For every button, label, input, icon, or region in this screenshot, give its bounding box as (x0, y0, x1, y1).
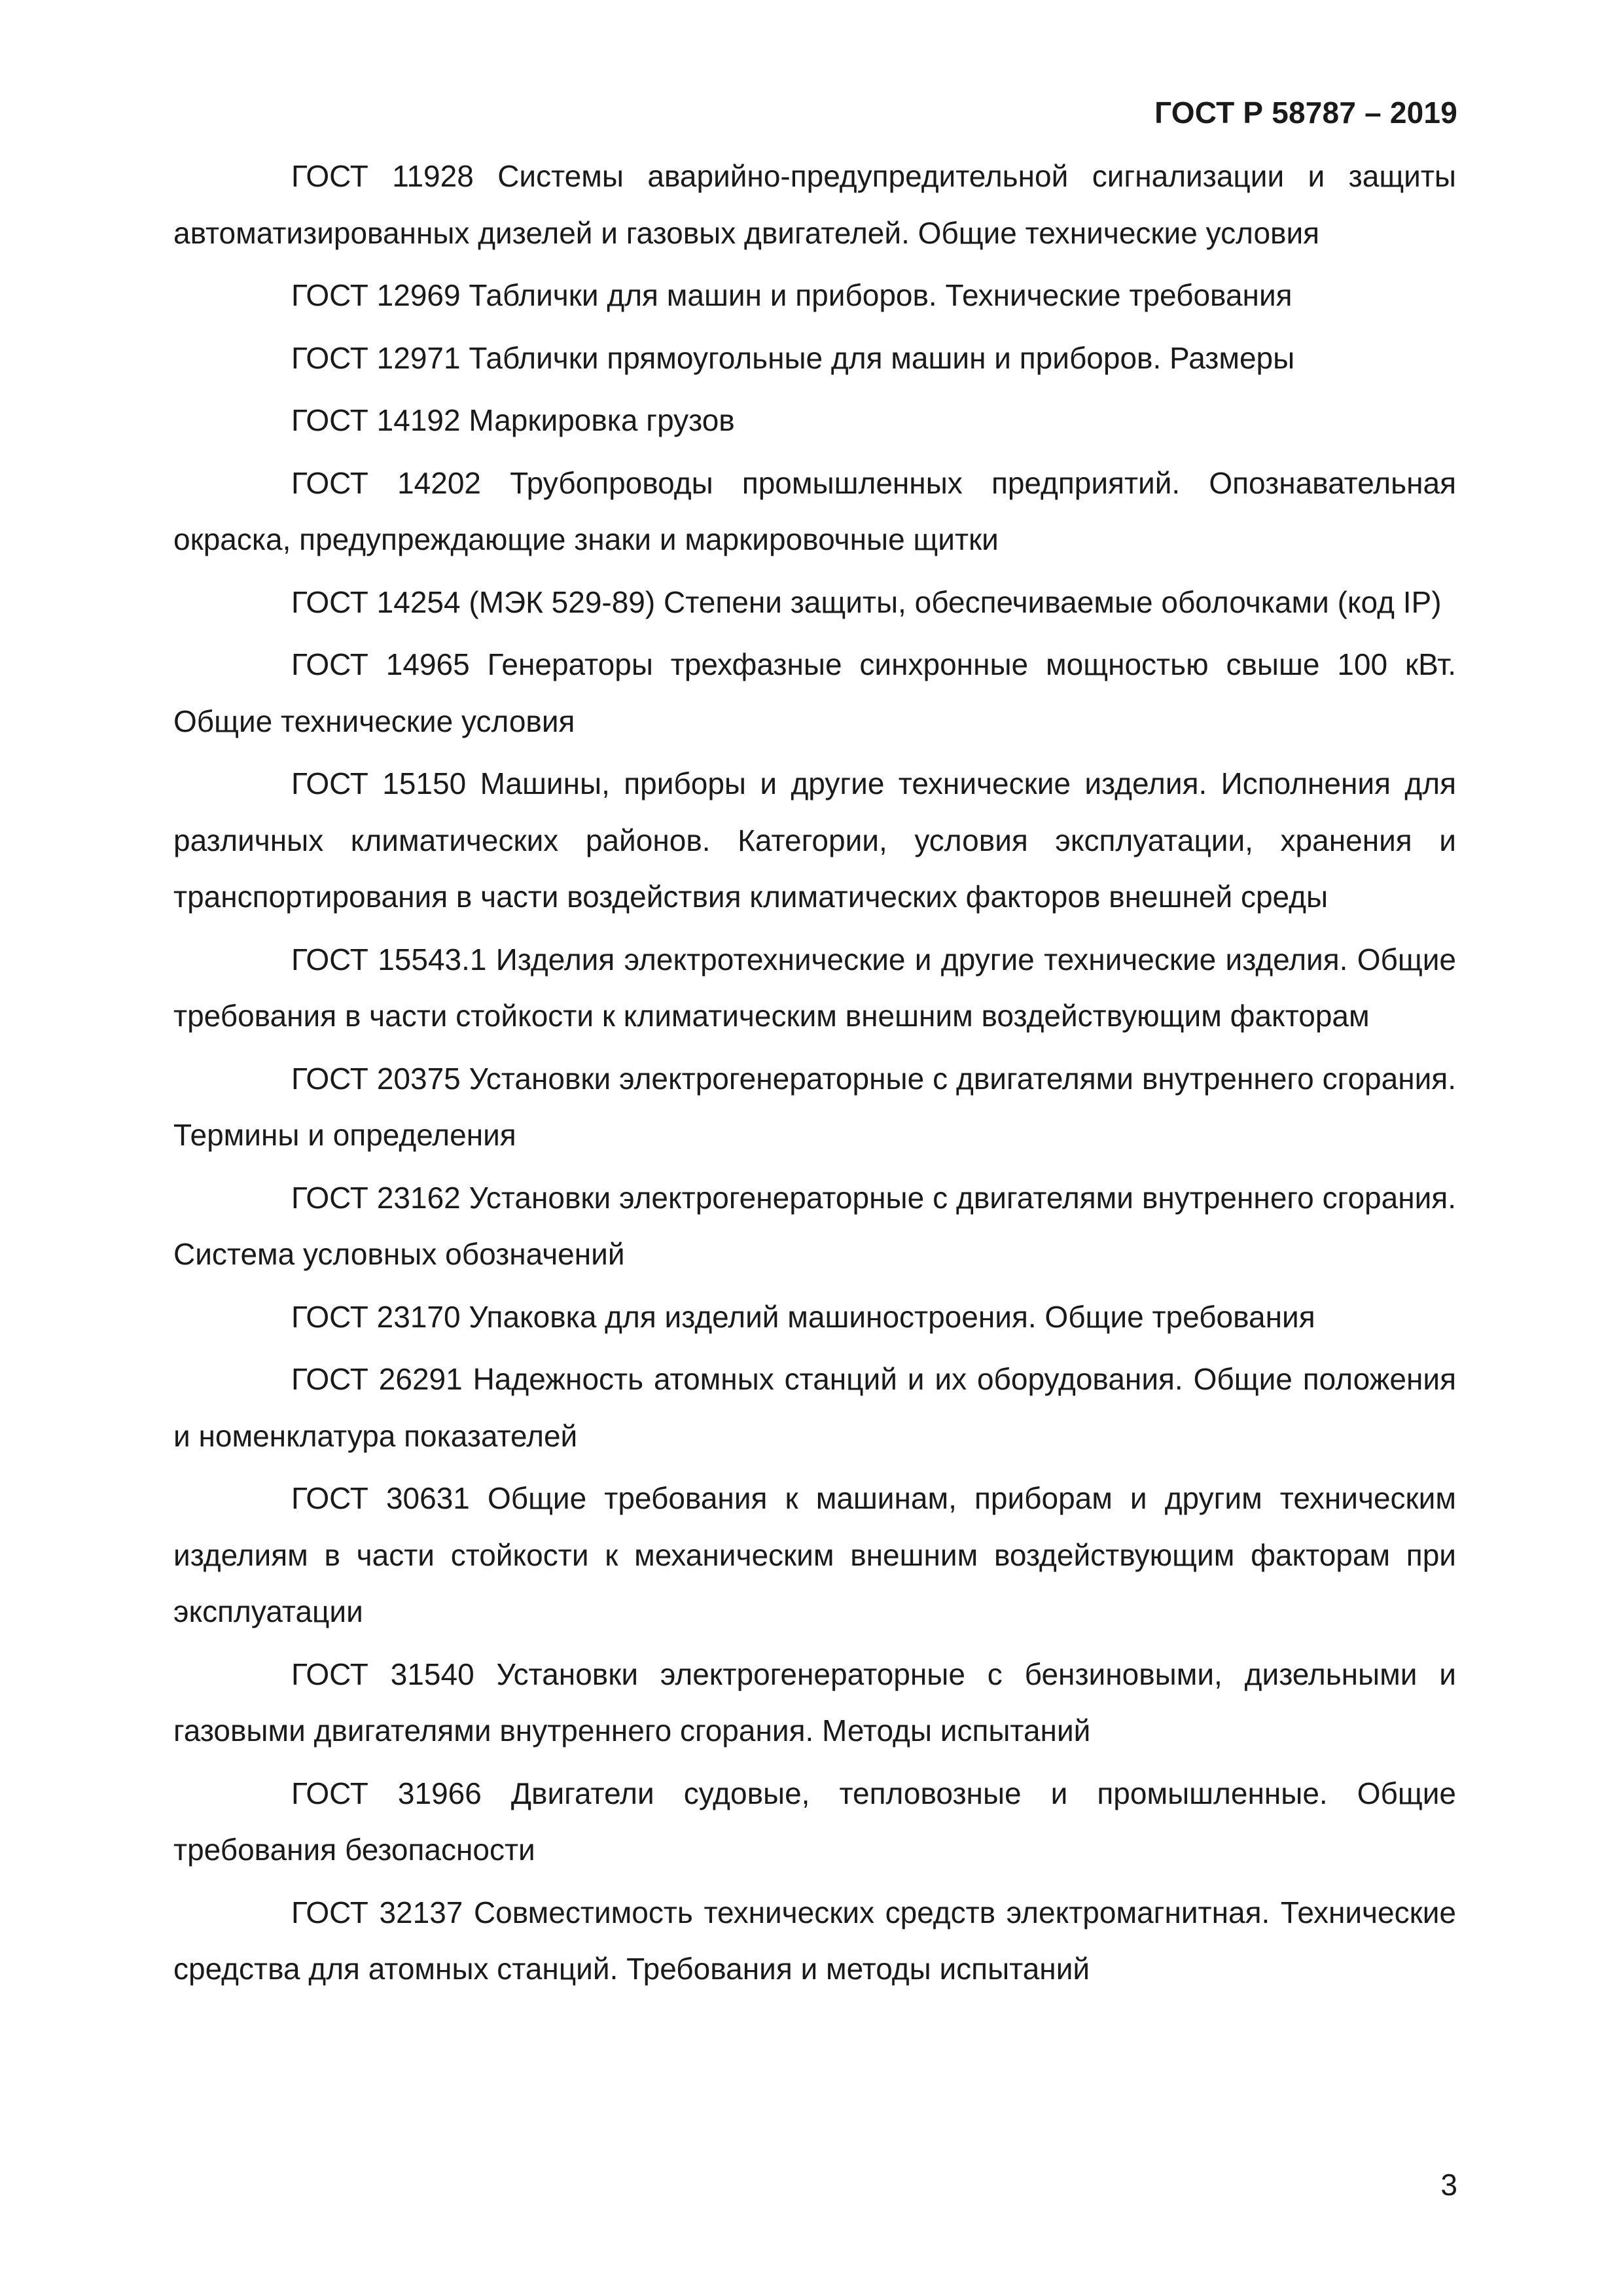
reference-item: ГОСТ 31966 Двигатели судовые, тепловозные и промышленные. Общие требования безопасности (173, 1776, 1456, 1867)
reference-item: ГОСТ 12969 Таблички для машин и приборов. Технические требования (291, 278, 1293, 312)
reference-item: ГОСТ 23162 Установки электрогенераторные с двигателями внутреннего сгорания. Система условных обозначений (173, 1180, 1456, 1271)
reference-item: ГОСТ 26291 Надежность атомных станций и их оборудования. Общие положения и номенклатура показателей (173, 1362, 1456, 1453)
reference-item: ГОСТ 12971 Таблички прямоугольные для машин и приборов. Размеры (291, 340, 1295, 375)
reference-item: ГОСТ 31540 Установки электрогенераторные с бензиновыми, дизельными и газовыми двигателями внутреннего сгорания. Методы испытаний (173, 1657, 1456, 1748)
reference-item: ГОСТ 14254 (МЭК 529-89) Степени защиты, обеспечиваемые оболочками (код IP) (291, 584, 1442, 619)
reference-item: ГОСТ 23170 Упаковка для изделий машиностроения. Общие требования (291, 1299, 1315, 1334)
reference-item: ГОСТ 15150 Машины, приборы и другие технические изделия. Исполнения для различных климатических районов. Категории, условия эксплуатации, хранения и транспортирования в части воздействия климатических факторов внешней среды (173, 766, 1456, 914)
document-header-code: ГОСТ Р 58787 – 2019 (1154, 96, 1457, 130)
reference-item: ГОСТ 30631 Общие требования к машинам, приборам и другим техническим изделиям в части стойкости к механическим внешним воздействующим факторам при эксплуатации (173, 1481, 1456, 1628)
reference-item: ГОСТ 15543.1 Изделия электротехнические и другие технические изделия. Общие требования в части стойкости к климатическим внешним воздействующим факторам (173, 942, 1456, 1033)
page-number: 3 (1440, 2168, 1457, 2202)
reference-item: ГОСТ 20375 Установки электрогенераторные с двигателями внутреннего сгорания. Термины и определения (173, 1061, 1456, 1152)
normative-references-list (173, 148, 1456, 2003)
reference-item: ГОСТ 14965 Генераторы трехфазные синхронные мощностью свыше 100 кВт. Общие технические условия (173, 647, 1456, 738)
reference-item: ГОСТ 14192 Маркировка грузов (291, 403, 735, 437)
reference-item: ГОСТ 32137 Совместимость технических средств электромагнитная. Технические средства для атомных станций. Требования и методы испытаний (173, 1895, 1456, 1986)
reference-item: ГОСТ 11928 Системы аварийно-предупредительной сигнализации и защиты автоматизированных дизелей и газовых двигателей. Общие технические условия (173, 159, 1456, 250)
reference-item: ГОСТ 14202 Трубопроводы промышленных предприятий. Опознавательная окраска, предупреждающие знаки и маркировочные щитки (173, 465, 1456, 556)
